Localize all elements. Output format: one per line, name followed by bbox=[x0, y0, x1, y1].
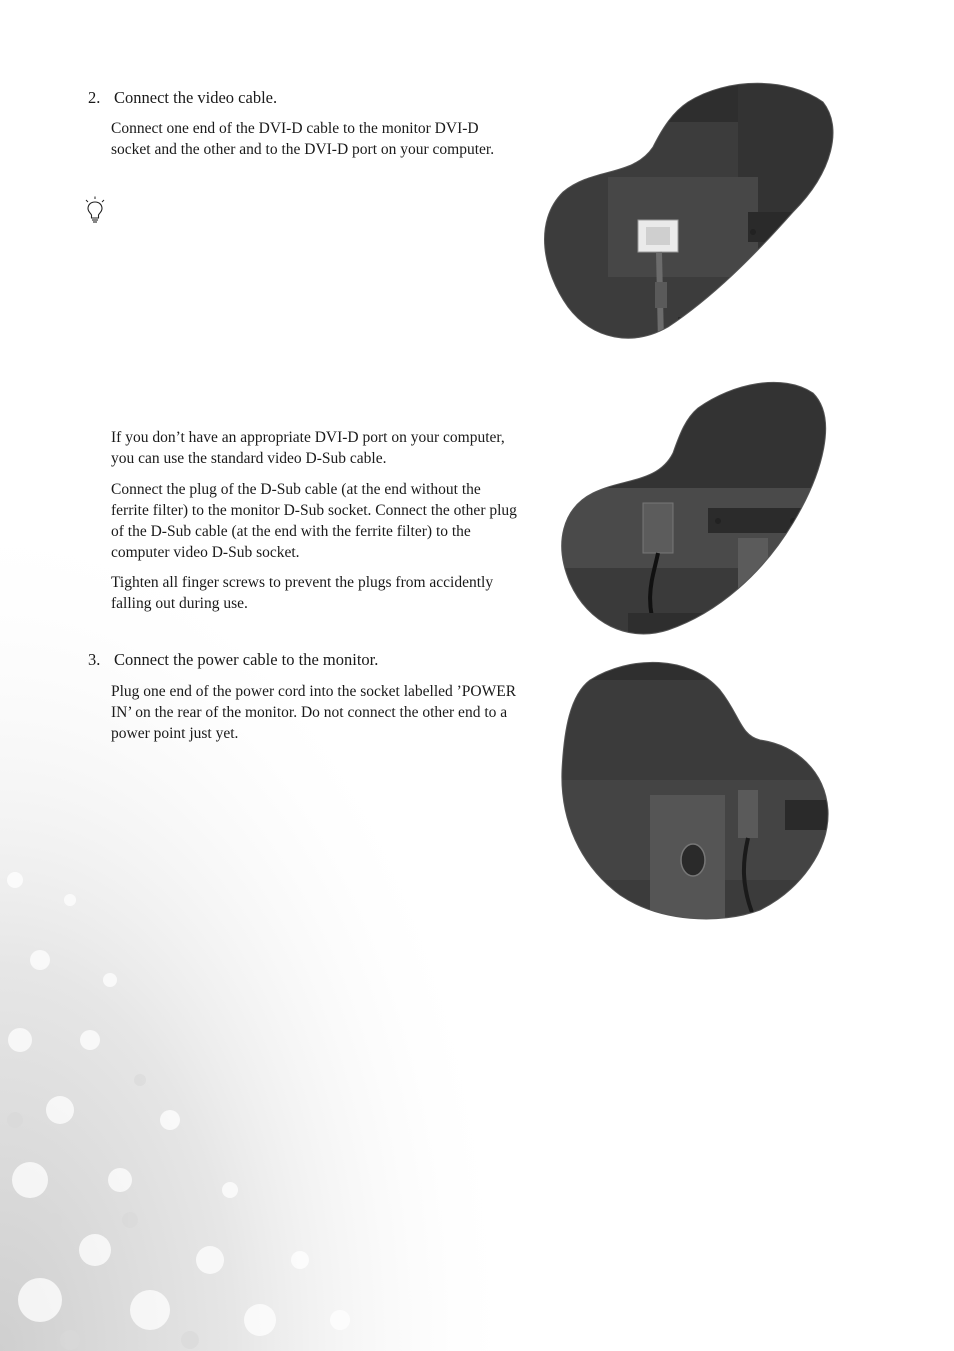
step-title: Connect the power cable to the monitor. bbox=[114, 650, 379, 669]
step-title: Connect the video cable. bbox=[114, 88, 278, 107]
dsub-alternative-intro: If you don’t have an appropriate DVI-D port on your computer, you can use the standard video D-Sub cable. bbox=[111, 429, 505, 467]
finger-screws-note: Tighten all finger screws to prevent the plugs from accidently falling out during use. bbox=[111, 574, 494, 612]
step-3-heading bbox=[88, 650, 378, 670]
step-number: 2. bbox=[88, 88, 101, 107]
dsub-connection-photo bbox=[558, 378, 838, 638]
power-cable-photo bbox=[560, 660, 840, 920]
dsub-connection-instructions: Connect the plug of the D-Sub cable (at the end without the ferrite filter) to the monitor D-Sub socket. Connect the other plug of the D-Sub cable (at the end with the ferrite filter) to the computer video D-Sub socket. bbox=[111, 481, 517, 561]
lightbulb-icon bbox=[83, 196, 107, 224]
dvi-connection-photo bbox=[538, 82, 838, 342]
step-3-instructions: Plug one end of the power cord into the socket labelled ’POWER IN’ on the rear of the monitor. Do not connect the other end to a power point just yet. bbox=[111, 683, 517, 742]
step-number: 3. bbox=[88, 650, 101, 669]
step-2-instructions: Connect one end of the DVI-D cable to the monitor DVI-D socket and the other and to the DVI-D port on your computer. bbox=[111, 120, 495, 158]
step-2-heading bbox=[88, 88, 277, 108]
